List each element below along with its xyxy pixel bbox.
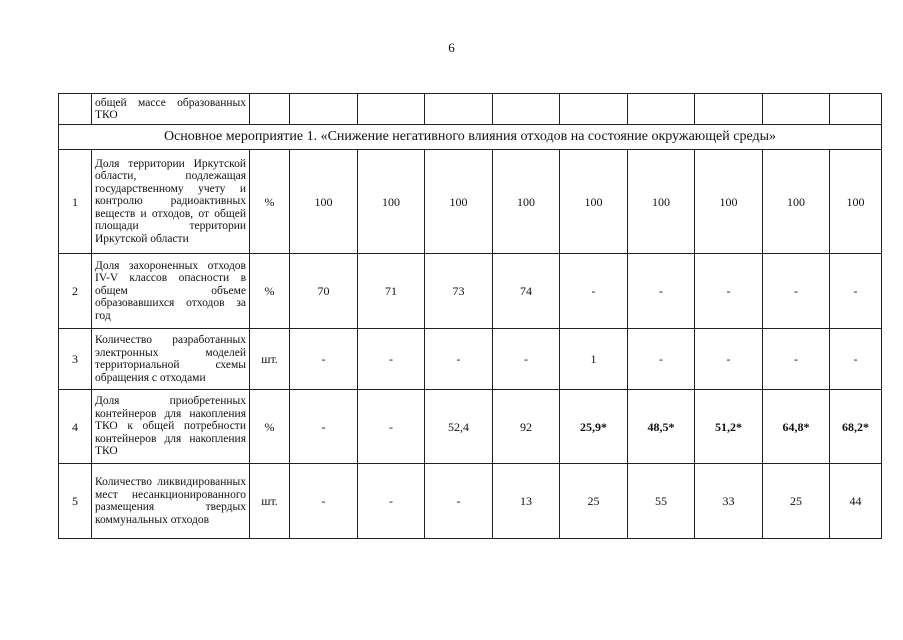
value-cell — [493, 94, 560, 125]
value-cell — [358, 94, 425, 125]
value-cell: 68,2* — [830, 390, 882, 464]
value-cell: - — [560, 254, 628, 329]
value-cell: 44 — [830, 464, 882, 539]
value-cell — [290, 94, 358, 125]
value-cell — [830, 94, 882, 125]
value-cell: 13 — [493, 464, 560, 539]
value-cell: - — [628, 254, 695, 329]
value-cell: - — [493, 329, 560, 390]
value-cell: 25,9* — [560, 390, 628, 464]
value-cell: 25 — [763, 464, 830, 539]
row-unit: % — [250, 390, 290, 464]
table-row-continuation — [59, 94, 882, 125]
value-cell: 73 — [425, 254, 493, 329]
value-cell — [763, 94, 830, 125]
value-cell: 74 — [493, 254, 560, 329]
section-title: Основное мероприятие 1. «Снижение негативного влияния отходов на состояние окружающей среды» — [59, 125, 882, 150]
value-cell: 33 — [695, 464, 763, 539]
value-cell: - — [425, 329, 493, 390]
value-cell: 100 — [290, 150, 358, 254]
value-cell: 100 — [830, 150, 882, 254]
value-cell: 70 — [290, 254, 358, 329]
row-num: 3 — [59, 329, 92, 390]
value-cell: - — [358, 329, 425, 390]
value-cell: 100 — [628, 150, 695, 254]
value-cell: - — [290, 329, 358, 390]
row-num-cell — [59, 94, 92, 125]
value-cell: 55 — [628, 464, 695, 539]
unit-cell — [250, 94, 290, 125]
value-cell: 64,8* — [763, 390, 830, 464]
value-cell: - — [290, 464, 358, 539]
page-number: 6 — [448, 40, 455, 55]
row-num: 5 — [59, 464, 92, 539]
value-cell: 25 — [560, 464, 628, 539]
value-cell: - — [290, 390, 358, 464]
indicators-table — [58, 93, 882, 539]
row-unit: шт. — [250, 329, 290, 390]
value-cell: 1 — [560, 329, 628, 390]
table-row — [59, 390, 882, 464]
row-unit: % — [250, 254, 290, 329]
value-cell: 92 — [493, 390, 560, 464]
value-cell: 100 — [358, 150, 425, 254]
row-description: Количество ликвидированных мест несанкционированного размещения твердых коммунальных отходов — [92, 464, 250, 539]
value-cell — [425, 94, 493, 125]
value-cell: - — [763, 329, 830, 390]
row-description: Доля захороненных отходов IV-V классов опасности в общем объеме образовавшихся отходов за год — [92, 254, 250, 329]
value-cell — [560, 94, 628, 125]
value-cell: 100 — [695, 150, 763, 254]
value-cell: 48,5* — [628, 390, 695, 464]
row-num: 2 — [59, 254, 92, 329]
row-description: Доля территории Иркутской области, подлежащая государственному учету и контролю радиоактивных веществ и отходов, от общей площади территории Иркутской области — [92, 150, 250, 254]
value-cell: 100 — [560, 150, 628, 254]
value-cell: - — [358, 464, 425, 539]
row-unit: шт. — [250, 464, 290, 539]
value-cell: - — [830, 329, 882, 390]
value-cell: - — [763, 254, 830, 329]
row-num: 4 — [59, 390, 92, 464]
value-cell: 52,4 — [425, 390, 493, 464]
value-cell — [695, 94, 763, 125]
value-cell: 100 — [493, 150, 560, 254]
table-row — [59, 329, 882, 390]
value-cell: - — [425, 464, 493, 539]
value-cell: - — [358, 390, 425, 464]
section-header-row — [59, 125, 882, 150]
value-cell: 71 — [358, 254, 425, 329]
value-cell: 100 — [425, 150, 493, 254]
value-cell: 51,2* — [695, 390, 763, 464]
table-row — [59, 150, 882, 254]
row-num: 1 — [59, 150, 92, 254]
table-row — [59, 254, 882, 329]
row-unit: % — [250, 150, 290, 254]
value-cell — [628, 94, 695, 125]
row-description: Количество разработанных электронных моделей территориальной схемы обращения с отходами — [92, 329, 250, 390]
value-cell: - — [830, 254, 882, 329]
table-row — [59, 464, 882, 539]
row-description: Доля приобретенных контейнеров для накопления ТКО к общей потребности контейнеров для накопления ТКО — [92, 390, 250, 464]
value-cell: 100 — [763, 150, 830, 254]
value-cell: - — [695, 254, 763, 329]
value-cell: - — [628, 329, 695, 390]
value-cell: - — [695, 329, 763, 390]
row-description: общей массе образованных ТКО — [92, 94, 250, 125]
